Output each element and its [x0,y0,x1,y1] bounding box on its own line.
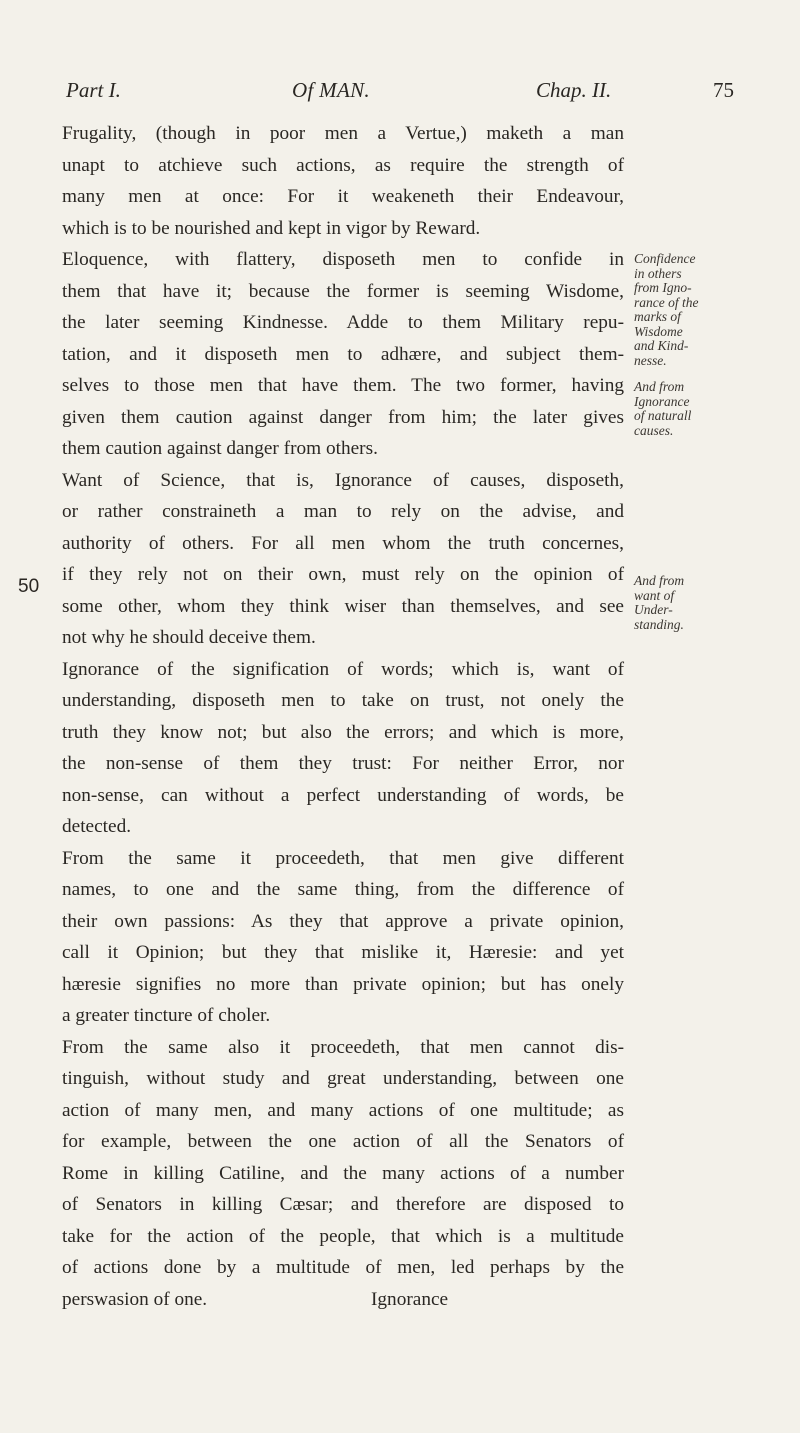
text-line: Want of Science, that is, Ignorance of causes, disposeth, [62,469,624,491]
margin-note-line: And from [634,573,685,588]
margin-note-line: Wisdome [634,323,683,339]
text-line: take for the action of the people, that which is a multitude [62,1225,624,1247]
text-line: for example, between the one action of all the Senators of [62,1131,624,1152]
text-line: their own passions: As they that approve a private opinion, [62,910,624,932]
text-line: Frugality, (though in poor men a Vertue,) maketh a man [62,123,624,144]
margin-note-line: nesse. [634,352,667,368]
text-line: tinguish, without study and great understanding, between one [62,1068,624,1089]
text-line: of Senators in killing Cæsar; and therefore are disposed to [62,1194,624,1215]
margin-note-line: Confidence [634,251,696,266]
text-line: From the same also it proceedeth, that men cannot dis- [62,1036,624,1058]
text-line: hæresie signifies no more than private opinion; but has onely [62,973,624,995]
text-line: unapt to atchieve such actions, as require the strength of [62,154,624,176]
margin-note-want-of-understanding [634,574,754,632]
text-line: non-sense, can without a perfect understanding of words, be [62,784,624,806]
text-line: which is to be nourished and kept in vigor by Reward. [62,217,481,239]
margin-note-line: Ignorance [634,393,690,409]
text-line: the later seeming Kindnesse. Adde to them Military repu- [62,312,624,333]
text-line: perswasion of one. Ignorance [62,1288,449,1310]
text-line: Eloquence, with flattery, disposeth men to confide in [62,249,624,270]
line-number: 50 [18,576,40,597]
margin-note-line: causes. [634,422,674,438]
body-text [62,118,624,1315]
text-line: given them caution against danger from him; the later gives [62,406,624,428]
margin-note-confidence [634,252,754,368]
text-line: them caution against danger from others. [62,438,378,459]
text-line: From the same it proceedeth, that men give different [62,847,624,869]
text-line: action of many men, and many actions of one multitude; as [62,1099,624,1121]
margin-note-line: want of [634,587,675,603]
margin-note-ignorance-of-causes [634,380,754,438]
margin-note-line: marks of [634,309,681,324]
text-line: selves to those men that have them. The two former, having [62,375,624,396]
header-chapter: Chap. II. [536,78,612,102]
text-line: many men at once: For it weakeneth their Endeavour, [62,186,624,207]
margin-note-line: Under- [634,602,673,617]
text-line: them that have it; because the former is seeming Wisdome, [62,280,624,302]
text-line: not why he should deceive them. [62,627,316,648]
page-number: 75 [713,78,734,102]
text-line: detected. [62,816,132,837]
margin-note-line: in others [634,265,682,281]
text-line: Rome in killing Catiline, and the many actions of a number [62,1162,624,1184]
margin-note-line: rance of the [634,294,699,310]
text-line: truth they know not; but also the errors; and which is more, [62,721,624,743]
text-line: some other, whom they think wiser than themselves, and see [62,595,624,617]
text-line: a greater tincture of choler. [62,1005,271,1026]
text-line: if they rely not on their own, must rely on the opinion of [62,564,624,585]
text-line: the non-sense of them they trust: For neither Error, nor [62,753,624,774]
text-line: understanding, disposeth men to take on trust, not onely the [62,690,624,711]
margin-note-line: from Igno- [634,280,692,295]
margin-note-line: of naturall [634,408,692,423]
text-line: of actions done by a multitude of men, led perhaps by the [62,1257,624,1278]
running-header [66,78,734,108]
text-line: call it Opinion; but they that mislike it, Hæresie: and yet [62,942,624,963]
text-line: authority of others. For all men whom the truth concernes, [62,532,624,554]
header-part: Part I. [66,78,121,102]
margin-note-line: And from [634,379,685,394]
text-line: or rather constraineth a man to rely on the advise, and [62,501,624,522]
text-line: names, to one and the same thing, from the difference of [62,879,624,900]
text-line: Ignorance of the signification of words; which is, want of [62,658,624,680]
header-title: Of MAN. [292,78,370,102]
margin-note-line: standing. [634,616,684,632]
text-line: tation, and it disposeth men to adhære, and subject them- [62,343,624,365]
margin-note-line: and Kind- [634,338,689,353]
